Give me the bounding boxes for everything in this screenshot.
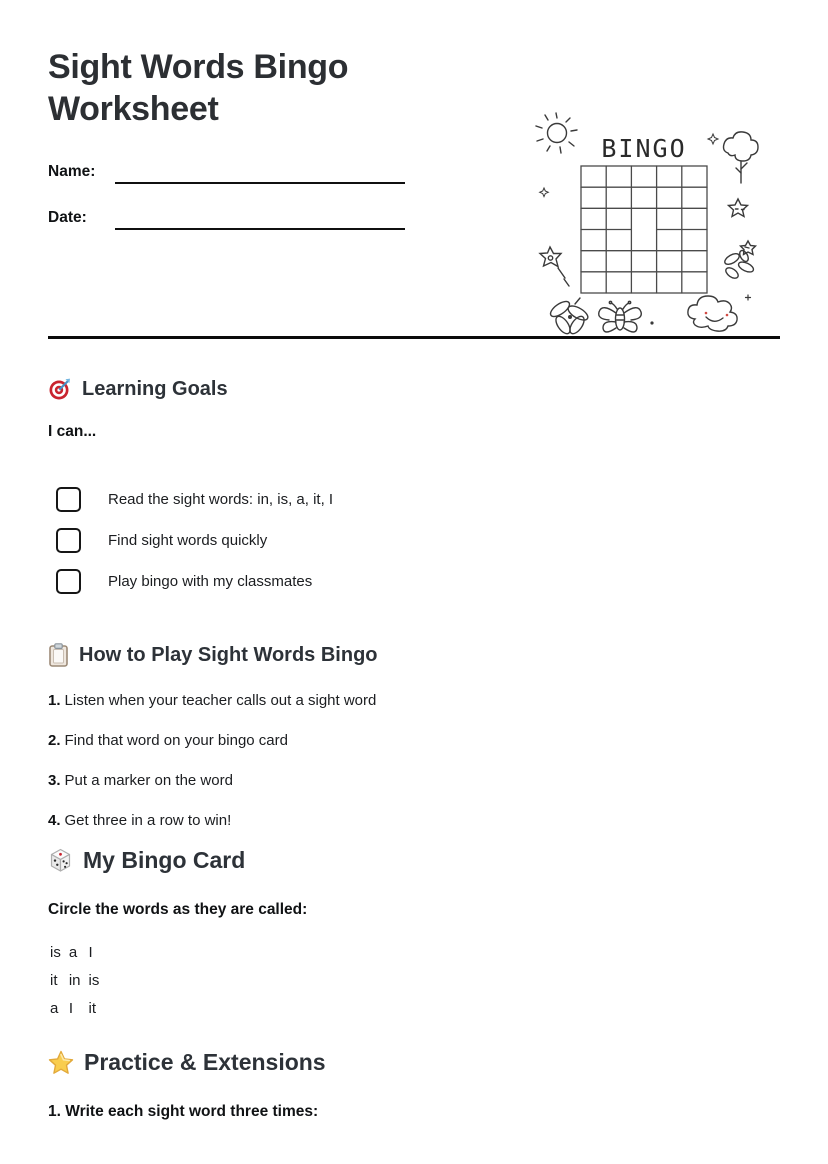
how-to-play-heading (48, 641, 780, 669)
bingo-word[interactable]: is (88, 972, 100, 990)
goal-checkbox-2[interactable] (56, 528, 81, 553)
goals-checklist (48, 487, 780, 593)
cloud-doodle (688, 296, 737, 331)
bingo-card-instruction: Circle the words as they are called: (48, 901, 308, 919)
butterfly-doodle (599, 301, 642, 332)
flower-doodle (548, 298, 590, 336)
tree-doodle (724, 132, 759, 183)
date-input-line[interactable] (115, 208, 405, 230)
checklist-item (48, 487, 780, 511)
my-bingo-card-title: My Bingo Card (83, 846, 246, 873)
my-bingo-card-heading (48, 845, 780, 875)
practice-item-1: 1. Write each sight word three times: (48, 1103, 319, 1121)
bingo-word[interactable]: a (68, 944, 78, 962)
sun-doodle (536, 113, 577, 153)
practice-extensions-heading (48, 1047, 780, 1077)
plus-doodle (746, 295, 751, 300)
dot-doodle (650, 321, 653, 324)
star-flower-doodle (723, 241, 755, 280)
practice-extensions-title: Practice & Extensions (84, 1048, 326, 1075)
bingo-word[interactable]: it (88, 1000, 97, 1018)
name-label: Name: (48, 163, 96, 181)
shooting-star-doodle (540, 247, 569, 286)
bingo-word[interactable]: is (50, 944, 61, 962)
bingo-word[interactable]: I (68, 1000, 74, 1018)
learning-goals-title: Learning Goals (82, 377, 228, 400)
target-icon (48, 377, 72, 401)
how-to-play-title: How to Play Sight Words Bingo (79, 643, 378, 666)
step-number: 1. (48, 692, 61, 710)
learning-goals-heading (48, 375, 780, 403)
bingo-word[interactable]: I (88, 944, 93, 962)
step-text: Get three in a row to win! (64, 812, 232, 830)
goal-label-1: Read the sight words: in, is, a, it, I (108, 490, 334, 508)
step-number: 3. (48, 772, 61, 790)
bingo-card-words (50, 939, 99, 1023)
step-item-4 (48, 811, 780, 831)
checklist-item (48, 528, 780, 552)
step-number: 4. (48, 812, 61, 830)
name-input-line[interactable] (115, 162, 405, 184)
star-icon (48, 1050, 74, 1075)
page-title: Sight Words Bingo Worksheet (48, 48, 349, 129)
step-text: Find that word on your bingo card (64, 732, 288, 750)
star-face-doodle (729, 199, 748, 217)
sparkle-icon (708, 134, 718, 144)
bingo-word[interactable]: it (50, 972, 58, 990)
step-item-3 (48, 771, 780, 791)
die-icon (48, 847, 73, 873)
how-to-play-steps (48, 691, 780, 831)
step-item-2 (48, 731, 780, 751)
step-number: 2. (48, 732, 61, 750)
goal-checkbox-1[interactable] (56, 487, 81, 512)
bingo-grid (581, 166, 707, 293)
goal-label-2: Find sight words quickly (108, 531, 268, 549)
clipboard-icon (48, 643, 69, 667)
goal-label-3: Play bingo with my classmates (108, 572, 313, 590)
step-text: Listen when your teacher calls out a sight word (64, 692, 377, 710)
checklist-item (48, 569, 780, 593)
bingo-word[interactable]: a (50, 1000, 59, 1018)
date-label: Date: (48, 209, 87, 227)
step-text: Put a marker on the word (64, 772, 233, 790)
bingo-word[interactable]: in (68, 972, 81, 990)
bingo-illustration (520, 101, 770, 346)
goal-checkbox-3[interactable] (56, 569, 81, 594)
step-item-1 (48, 691, 780, 711)
sparkle-icon (540, 188, 549, 197)
bingo-illustration-label: BINGO (601, 134, 687, 163)
learning-goals-intro: I can... (48, 423, 97, 441)
